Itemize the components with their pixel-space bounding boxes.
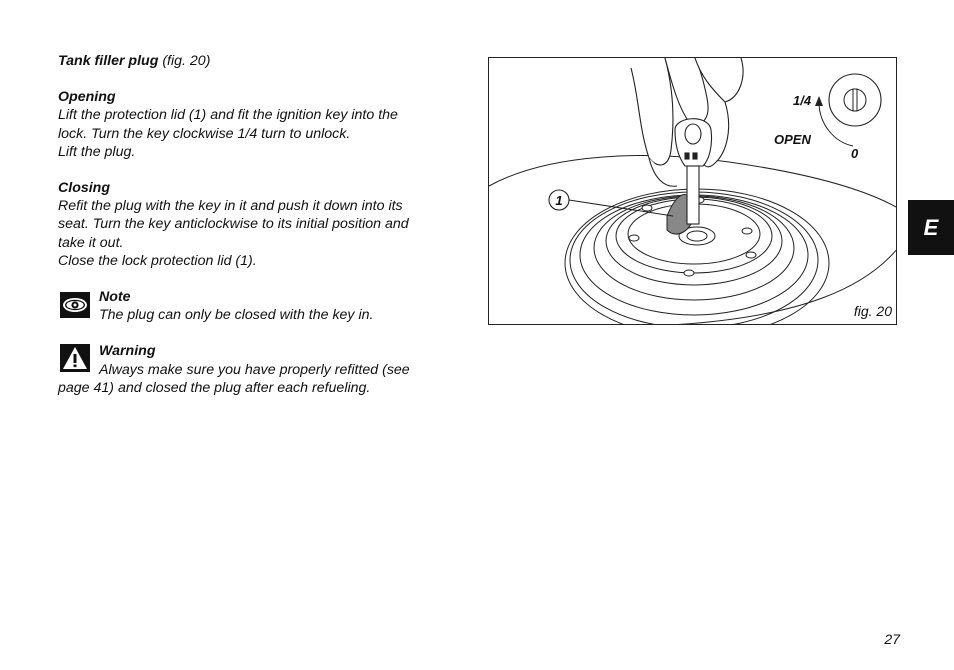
section-heading [58, 52, 468, 70]
opening-heading: Opening [58, 89, 116, 106]
closing-line: take it out. [58, 234, 124, 251]
closing-line: Close the lock protection lid (1). [58, 252, 257, 269]
opening-line: Lift the protection lid (1) and fit the ignition key into the [58, 107, 398, 124]
page-number: 27 [884, 631, 900, 647]
warning-block [58, 342, 468, 397]
warning-line: page 41) and closed the plug after each refueling. [58, 379, 371, 396]
section-fig-ref: (fig. 20) [162, 53, 211, 69]
note-heading: Note [99, 289, 131, 306]
tank-filler-illustration [489, 58, 897, 325]
section-title: Tank filler plug [58, 53, 159, 69]
closing-line: Refit the plug with the key in it and push it down into its [58, 198, 403, 215]
note-block [58, 288, 468, 324]
language-tab: E [908, 200, 954, 255]
warning-triangle-icon [60, 344, 90, 372]
note-text: The plug can only be closed with the key in. [99, 307, 374, 324]
figure-caption: fig. 20 [853, 303, 892, 319]
label-open: OPEN [774, 132, 811, 147]
closing-heading: Closing [58, 180, 111, 197]
figure-20 [488, 57, 897, 325]
label-zero: 0 [851, 146, 859, 161]
warning-line: Always make sure you have properly refitted (see [99, 361, 410, 378]
eye-icon [60, 292, 90, 318]
opening-line: lock. Turn the key clockwise 1/4 turn to unlock. [58, 125, 351, 142]
label-quarter: 1/4 [793, 93, 812, 108]
callout-label: 1 [555, 193, 563, 208]
text-column [58, 52, 468, 397]
warning-heading: Warning [99, 343, 156, 360]
opening-line: Lift the plug. [58, 143, 136, 160]
closing-line: seat. Turn the key anticlockwise to its initial position and [58, 216, 409, 233]
